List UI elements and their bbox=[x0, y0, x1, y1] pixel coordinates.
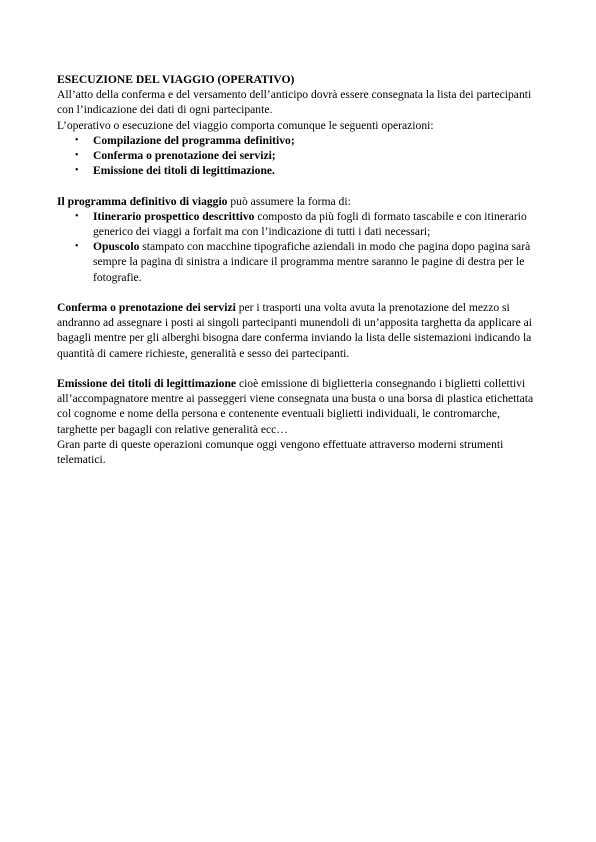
form-text: composto da più fogli di formato tascabile e con itinerario generico dei viaggi a forfait ma con l’indicazione di tutti i dati necessari; bbox=[93, 209, 527, 239]
titles-text: cioè emissione di biglietteria consegnando i biglietti collettivi all’accompagnatore mentre ai passeggeri viene consegnata una busta o una borsa di plastica etichettata col cognome e nome della persona e contenente eventuali biglietti individuali, le contromarche, targhette per bagagli con relative generalità ecc… bbox=[57, 377, 534, 436]
bullet-icon: • bbox=[75, 210, 79, 222]
titles-term: Emissione dei titoli di legittimazione bbox=[57, 377, 237, 391]
form-term: Opuscolo bbox=[93, 240, 140, 254]
program-forms-list bbox=[57, 209, 543, 285]
list-item bbox=[75, 209, 543, 239]
services-term: Conferma o prenotazione dei servizi bbox=[57, 301, 236, 315]
paragraph-gap bbox=[57, 361, 543, 376]
paragraph-gap bbox=[57, 178, 543, 193]
form-term: Itinerario prospettico descrittivo bbox=[93, 209, 255, 223]
program-term: Il programma definitivo di viaggio bbox=[57, 194, 228, 208]
operation-label: Conferma o prenotazione dei servizi; bbox=[93, 149, 276, 163]
list-item bbox=[75, 163, 543, 178]
list-item bbox=[75, 239, 543, 285]
bullet-icon: • bbox=[75, 165, 79, 177]
services-paragraph bbox=[57, 300, 543, 361]
section-heading: ESECUZIONE DEL VIAGGIO (OPERATIVO) bbox=[57, 73, 295, 86]
program-text: può assumere la forma di: bbox=[227, 194, 351, 208]
program-paragraph bbox=[57, 194, 543, 209]
services-text: per i trasporti una volta avuta la prenotazione del mezzo si andranno ad assegnare i posti ai singoli partecipanti munendoli di un’apposita targhetta da applicare ai bagagli mentre per gli alberghi bisogna dare conferma inviando la lista delle sistemazioni indicando la quantità di camere richieste, generalità e sesso dei partecipanti. bbox=[57, 301, 532, 360]
closing-paragraph: Gran parte di queste operazioni comunque oggi vengono effettuate attraverso moderni strumenti telematici. bbox=[57, 437, 504, 467]
document-page bbox=[57, 72, 543, 467]
titles-paragraph bbox=[57, 376, 543, 437]
operations-list bbox=[57, 133, 543, 179]
list-item bbox=[75, 133, 543, 148]
intro-paragraph: All’atto della conferma e del versamento dell’anticipo dovrà essere consegnata la lista dei partecipanti con l’indicazione dei dati di ogni partecipante. bbox=[57, 88, 532, 117]
form-text: stampato con macchine tipografiche aziendali in modo che pagina dopo pagina sarà sempre la pagina di sinistra a indicare il programma mentre saranno le pagine di destra per le fotografie. bbox=[93, 240, 531, 284]
bullet-icon: • bbox=[75, 241, 79, 253]
operation-label: Emissione dei titoli di legittimazione. bbox=[93, 164, 275, 178]
operation-label: Compilazione del programma definitivo; bbox=[93, 133, 295, 147]
paragraph-gap bbox=[57, 285, 543, 300]
operations-intro: L’operativo o esecuzione del viaggio comporta comunque le seguenti operazioni: bbox=[57, 118, 434, 132]
list-item bbox=[75, 148, 543, 163]
bullet-icon: • bbox=[75, 150, 79, 162]
bullet-icon: • bbox=[75, 134, 79, 146]
